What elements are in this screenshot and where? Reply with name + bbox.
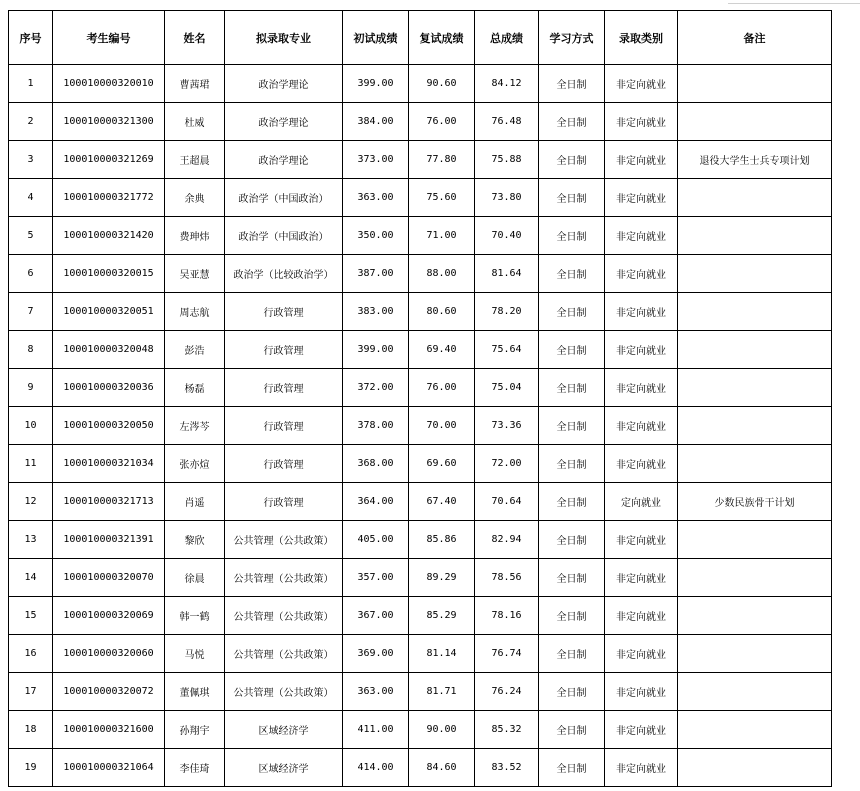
cell-admission-type: 非定向就业 xyxy=(605,331,678,369)
cell-study-mode: 全日制 xyxy=(539,749,605,787)
cell-admission-type: 非定向就业 xyxy=(605,635,678,673)
cell-major: 行政管理 xyxy=(225,331,343,369)
cell-retest-score: 67.40 xyxy=(409,483,475,521)
cell-study-mode: 全日制 xyxy=(539,369,605,407)
cell-initial-score: 369.00 xyxy=(343,635,409,673)
table-row xyxy=(9,369,832,407)
cell-retest-score: 84.60 xyxy=(409,749,475,787)
cell-major: 区域经济学 xyxy=(225,749,343,787)
cell-remarks xyxy=(678,293,832,331)
cell-admission-type: 非定向就业 xyxy=(605,521,678,559)
cell-seq: 15 xyxy=(9,597,53,635)
cell-initial-score: 411.00 xyxy=(343,711,409,749)
cell-initial-score: 363.00 xyxy=(343,179,409,217)
cell-candidate-id: 100010000320069 xyxy=(53,597,165,635)
cell-major: 公共管理（公共政策） xyxy=(225,597,343,635)
cell-candidate-id: 100010000320015 xyxy=(53,255,165,293)
cell-candidate-id: 100010000320060 xyxy=(53,635,165,673)
table-row xyxy=(9,331,832,369)
cell-admission-type: 非定向就业 xyxy=(605,749,678,787)
cell-major: 行政管理 xyxy=(225,483,343,521)
cell-name: 周志航 xyxy=(165,293,225,331)
cell-retest-score: 77.80 xyxy=(409,141,475,179)
cell-candidate-id: 100010000321064 xyxy=(53,749,165,787)
window-edge xyxy=(728,0,860,4)
table-row xyxy=(9,179,832,217)
table-row xyxy=(9,103,832,141)
cell-admission-type: 非定向就业 xyxy=(605,65,678,103)
header-candidate-id: 考生编号 xyxy=(53,11,165,65)
cell-seq: 9 xyxy=(9,369,53,407)
cell-admission-type: 非定向就业 xyxy=(605,673,678,711)
cell-total-score: 73.80 xyxy=(475,179,539,217)
cell-candidate-id: 100010000320070 xyxy=(53,559,165,597)
cell-name: 董佩琪 xyxy=(165,673,225,711)
cell-candidate-id: 100010000321420 xyxy=(53,217,165,255)
cell-retest-score: 88.00 xyxy=(409,255,475,293)
cell-retest-score: 71.00 xyxy=(409,217,475,255)
cell-total-score: 81.64 xyxy=(475,255,539,293)
table-row xyxy=(9,141,832,179)
cell-remarks xyxy=(678,217,832,255)
cell-remarks xyxy=(678,65,832,103)
cell-candidate-id: 100010000321772 xyxy=(53,179,165,217)
cell-seq: 6 xyxy=(9,255,53,293)
table-row xyxy=(9,255,832,293)
cell-initial-score: 414.00 xyxy=(343,749,409,787)
cell-initial-score: 378.00 xyxy=(343,407,409,445)
cell-name: 余典 xyxy=(165,179,225,217)
table-row xyxy=(9,711,832,749)
cell-total-score: 70.64 xyxy=(475,483,539,521)
cell-remarks xyxy=(678,749,832,787)
cell-candidate-id: 100010000320036 xyxy=(53,369,165,407)
cell-total-score: 78.56 xyxy=(475,559,539,597)
cell-admission-type: 非定向就业 xyxy=(605,559,678,597)
cell-retest-score: 90.60 xyxy=(409,65,475,103)
cell-total-score: 78.20 xyxy=(475,293,539,331)
cell-admission-type: 定向就业 xyxy=(605,483,678,521)
cell-admission-type: 非定向就业 xyxy=(605,179,678,217)
cell-retest-score: 70.00 xyxy=(409,407,475,445)
cell-remarks xyxy=(678,331,832,369)
cell-name: 杨磊 xyxy=(165,369,225,407)
cell-name: 马悦 xyxy=(165,635,225,673)
header-initial-score: 初试成绩 xyxy=(343,11,409,65)
cell-study-mode: 全日制 xyxy=(539,179,605,217)
cell-remarks xyxy=(678,255,832,293)
cell-seq: 11 xyxy=(9,445,53,483)
cell-study-mode: 全日制 xyxy=(539,331,605,369)
cell-candidate-id: 100010000321034 xyxy=(53,445,165,483)
cell-name: 张亦煊 xyxy=(165,445,225,483)
cell-retest-score: 85.29 xyxy=(409,597,475,635)
cell-retest-score: 90.00 xyxy=(409,711,475,749)
cell-candidate-id: 100010000321713 xyxy=(53,483,165,521)
header-total-score: 总成绩 xyxy=(475,11,539,65)
table-row xyxy=(9,635,832,673)
table-row xyxy=(9,673,832,711)
cell-retest-score: 76.00 xyxy=(409,369,475,407)
cell-name: 左涔芩 xyxy=(165,407,225,445)
cell-major: 公共管理（公共政策） xyxy=(225,559,343,597)
cell-initial-score: 384.00 xyxy=(343,103,409,141)
cell-major: 政治学理论 xyxy=(225,141,343,179)
cell-major: 行政管理 xyxy=(225,369,343,407)
cell-candidate-id: 100010000320051 xyxy=(53,293,165,331)
cell-candidate-id: 100010000320010 xyxy=(53,65,165,103)
table-row xyxy=(9,293,832,331)
header-retest-score: 复试成绩 xyxy=(409,11,475,65)
cell-initial-score: 405.00 xyxy=(343,521,409,559)
cell-name: 彭浩 xyxy=(165,331,225,369)
cell-admission-type: 非定向就业 xyxy=(605,103,678,141)
cell-study-mode: 全日制 xyxy=(539,65,605,103)
cell-major: 政治学（中国政治） xyxy=(225,217,343,255)
cell-study-mode: 全日制 xyxy=(539,255,605,293)
cell-retest-score: 76.00 xyxy=(409,103,475,141)
cell-initial-score: 357.00 xyxy=(343,559,409,597)
cell-seq: 5 xyxy=(9,217,53,255)
cell-total-score: 73.36 xyxy=(475,407,539,445)
cell-major: 行政管理 xyxy=(225,293,343,331)
cell-admission-type: 非定向就业 xyxy=(605,141,678,179)
cell-initial-score: 368.00 xyxy=(343,445,409,483)
table-row xyxy=(9,521,832,559)
header-name: 姓名 xyxy=(165,11,225,65)
cell-total-score: 70.40 xyxy=(475,217,539,255)
admission-table xyxy=(8,10,832,787)
cell-major: 政治学（中国政治） xyxy=(225,179,343,217)
cell-seq: 4 xyxy=(9,179,53,217)
cell-seq: 7 xyxy=(9,293,53,331)
cell-retest-score: 81.71 xyxy=(409,673,475,711)
cell-remarks xyxy=(678,711,832,749)
cell-major: 行政管理 xyxy=(225,445,343,483)
cell-admission-type: 非定向就业 xyxy=(605,597,678,635)
cell-study-mode: 全日制 xyxy=(539,521,605,559)
cell-retest-score: 85.86 xyxy=(409,521,475,559)
cell-retest-score: 69.60 xyxy=(409,445,475,483)
cell-total-score: 76.74 xyxy=(475,635,539,673)
cell-retest-score: 69.40 xyxy=(409,331,475,369)
cell-study-mode: 全日制 xyxy=(539,559,605,597)
cell-candidate-id: 100010000320072 xyxy=(53,673,165,711)
cell-admission-type: 非定向就业 xyxy=(605,217,678,255)
cell-remarks xyxy=(678,559,832,597)
cell-study-mode: 全日制 xyxy=(539,445,605,483)
cell-name: 曹茜珺 xyxy=(165,65,225,103)
table-row xyxy=(9,597,832,635)
cell-name: 李佳琦 xyxy=(165,749,225,787)
cell-admission-type: 非定向就业 xyxy=(605,369,678,407)
cell-major: 公共管理（公共政策） xyxy=(225,635,343,673)
header-seq: 序号 xyxy=(9,11,53,65)
cell-total-score: 85.32 xyxy=(475,711,539,749)
cell-remarks xyxy=(678,521,832,559)
cell-name: 韩一鹤 xyxy=(165,597,225,635)
cell-major: 行政管理 xyxy=(225,407,343,445)
cell-study-mode: 全日制 xyxy=(539,141,605,179)
cell-total-score: 75.64 xyxy=(475,331,539,369)
cell-study-mode: 全日制 xyxy=(539,673,605,711)
cell-seq: 3 xyxy=(9,141,53,179)
cell-remarks xyxy=(678,673,832,711)
header-study-mode: 学习方式 xyxy=(539,11,605,65)
cell-name: 孙翔宇 xyxy=(165,711,225,749)
cell-admission-type: 非定向就业 xyxy=(605,407,678,445)
cell-initial-score: 399.00 xyxy=(343,331,409,369)
cell-major: 政治学理论 xyxy=(225,103,343,141)
cell-name: 吴亚慧 xyxy=(165,255,225,293)
cell-total-score: 82.94 xyxy=(475,521,539,559)
cell-candidate-id: 100010000320050 xyxy=(53,407,165,445)
cell-retest-score: 89.29 xyxy=(409,559,475,597)
cell-name: 王超晨 xyxy=(165,141,225,179)
cell-seq: 17 xyxy=(9,673,53,711)
cell-candidate-id: 100010000321269 xyxy=(53,141,165,179)
header-admission-type: 录取类别 xyxy=(605,11,678,65)
cell-remarks xyxy=(678,179,832,217)
table-row xyxy=(9,407,832,445)
cell-total-score: 84.12 xyxy=(475,65,539,103)
cell-admission-type: 非定向就业 xyxy=(605,711,678,749)
cell-initial-score: 383.00 xyxy=(343,293,409,331)
table-row xyxy=(9,749,832,787)
table-row xyxy=(9,445,832,483)
cell-initial-score: 387.00 xyxy=(343,255,409,293)
cell-major: 区域经济学 xyxy=(225,711,343,749)
cell-remarks: 退役大学生士兵专项计划 xyxy=(678,141,832,179)
cell-name: 费珅炜 xyxy=(165,217,225,255)
cell-remarks xyxy=(678,635,832,673)
cell-study-mode: 全日制 xyxy=(539,103,605,141)
cell-remarks xyxy=(678,103,832,141)
cell-major: 公共管理（公共政策） xyxy=(225,673,343,711)
cell-study-mode: 全日制 xyxy=(539,217,605,255)
cell-remarks xyxy=(678,597,832,635)
cell-seq: 1 xyxy=(9,65,53,103)
cell-study-mode: 全日制 xyxy=(539,635,605,673)
cell-admission-type: 非定向就业 xyxy=(605,445,678,483)
cell-initial-score: 367.00 xyxy=(343,597,409,635)
cell-admission-type: 非定向就业 xyxy=(605,293,678,331)
cell-remarks xyxy=(678,369,832,407)
cell-name: 徐晨 xyxy=(165,559,225,597)
cell-seq: 8 xyxy=(9,331,53,369)
cell-seq: 13 xyxy=(9,521,53,559)
cell-remarks xyxy=(678,407,832,445)
cell-name: 杜威 xyxy=(165,103,225,141)
cell-seq: 16 xyxy=(9,635,53,673)
cell-total-score: 75.88 xyxy=(475,141,539,179)
cell-candidate-id: 100010000321600 xyxy=(53,711,165,749)
cell-seq: 18 xyxy=(9,711,53,749)
cell-candidate-id: 100010000321300 xyxy=(53,103,165,141)
cell-seq: 10 xyxy=(9,407,53,445)
cell-retest-score: 75.60 xyxy=(409,179,475,217)
cell-study-mode: 全日制 xyxy=(539,597,605,635)
table-row xyxy=(9,559,832,597)
cell-total-score: 83.52 xyxy=(475,749,539,787)
table-row xyxy=(9,217,832,255)
cell-remarks xyxy=(678,445,832,483)
cell-study-mode: 全日制 xyxy=(539,483,605,521)
header-major: 拟录取专业 xyxy=(225,11,343,65)
cell-major: 政治学（比较政治学） xyxy=(225,255,343,293)
header-remarks: 备注 xyxy=(678,11,832,65)
cell-candidate-id: 100010000321391 xyxy=(53,521,165,559)
cell-total-score: 76.48 xyxy=(475,103,539,141)
cell-name: 肖遥 xyxy=(165,483,225,521)
header-row xyxy=(9,11,832,65)
cell-initial-score: 363.00 xyxy=(343,673,409,711)
cell-total-score: 72.00 xyxy=(475,445,539,483)
cell-seq: 19 xyxy=(9,749,53,787)
cell-retest-score: 80.60 xyxy=(409,293,475,331)
cell-total-score: 76.24 xyxy=(475,673,539,711)
cell-seq: 2 xyxy=(9,103,53,141)
cell-initial-score: 399.00 xyxy=(343,65,409,103)
cell-candidate-id: 100010000320048 xyxy=(53,331,165,369)
cell-seq: 14 xyxy=(9,559,53,597)
cell-study-mode: 全日制 xyxy=(539,293,605,331)
cell-admission-type: 非定向就业 xyxy=(605,255,678,293)
table-row xyxy=(9,65,832,103)
cell-initial-score: 373.00 xyxy=(343,141,409,179)
cell-remarks: 少数民族骨干计划 xyxy=(678,483,832,521)
cell-seq: 12 xyxy=(9,483,53,521)
cell-initial-score: 364.00 xyxy=(343,483,409,521)
table-body xyxy=(9,65,832,787)
cell-major: 政治学理论 xyxy=(225,65,343,103)
cell-study-mode: 全日制 xyxy=(539,711,605,749)
cell-name: 黎欣 xyxy=(165,521,225,559)
table-row xyxy=(9,483,832,521)
cell-total-score: 75.04 xyxy=(475,369,539,407)
cell-major: 公共管理（公共政策） xyxy=(225,521,343,559)
cell-initial-score: 372.00 xyxy=(343,369,409,407)
cell-study-mode: 全日制 xyxy=(539,407,605,445)
cell-initial-score: 350.00 xyxy=(343,217,409,255)
cell-total-score: 78.16 xyxy=(475,597,539,635)
cell-retest-score: 81.14 xyxy=(409,635,475,673)
